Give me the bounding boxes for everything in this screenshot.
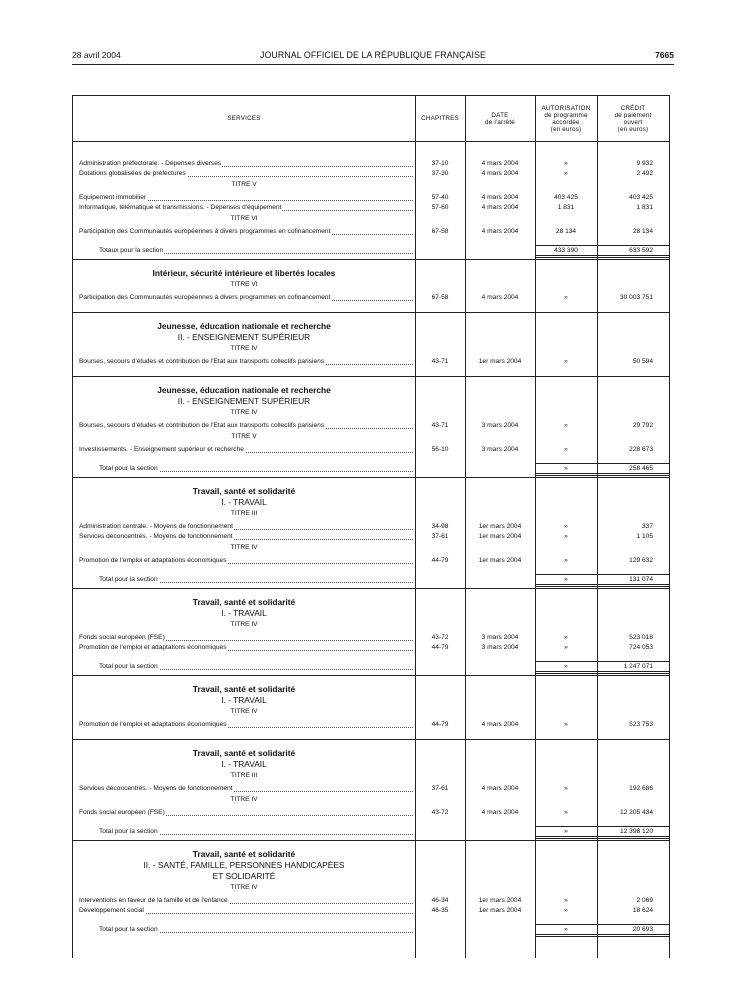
- autorisation-cell: »: [564, 446, 568, 453]
- autorisation-cell: 28 134: [555, 228, 577, 235]
- total-row: [73, 827, 669, 837]
- chapitre-cell: 57-40: [431, 194, 449, 201]
- titre-label: TITRE IV: [230, 544, 258, 551]
- credit-cell: 50 594: [632, 358, 653, 365]
- titre-label: TITRE VI: [230, 281, 258, 288]
- ministry-heading: [73, 267, 669, 279]
- heading-text: Travail, santé et solidarité: [192, 684, 296, 694]
- titre-heading: [73, 882, 669, 893]
- ministry-heading: [73, 596, 669, 608]
- autorisation-cell: »: [564, 809, 568, 816]
- chapitre-cell: 43-72: [431, 634, 449, 641]
- heading-text: Jeunesse, éducation nationale et recherche: [157, 321, 331, 331]
- table-row: [73, 227, 669, 237]
- section-subheading: [73, 497, 669, 508]
- autorisation-cell: »: [564, 170, 568, 177]
- autorisation-cell: »: [564, 557, 568, 564]
- heading-text: Travail, santé et solidarité: [192, 849, 296, 859]
- date-cell: 4 mars 2004: [481, 785, 519, 792]
- ministry-heading: [73, 848, 669, 860]
- table-row: [73, 193, 669, 203]
- date-cell: 4 mars 2004: [481, 809, 519, 816]
- date-cell: 1er mars 2004: [478, 907, 522, 914]
- credit-cell: 2 492: [636, 170, 653, 177]
- heading-text: Intérieur, sécurité intérieure et libertés locales: [152, 268, 336, 278]
- total-label: [99, 925, 413, 935]
- credit-cell: 9 932: [636, 160, 653, 167]
- titre-heading: [73, 213, 669, 224]
- chapitre-cell: 37-10: [431, 160, 449, 167]
- service-label: [79, 720, 413, 730]
- chapitre-cell: 57-60: [431, 204, 449, 211]
- titre-heading: [73, 279, 669, 290]
- service-label: [79, 193, 413, 203]
- service-label: [79, 643, 413, 653]
- date-cell: 4 mars 2004: [481, 160, 519, 167]
- heading-text: Travail, santé et solidarité: [192, 748, 296, 758]
- chapitre-cell: 67-58: [431, 228, 449, 235]
- chapitre-cell: 44-79: [431, 721, 449, 728]
- service-text: Services déconcentrés. - Moyens de fonctionnement: [79, 533, 233, 540]
- service-text: Interventions en faveur de la famille et de l'enfance: [79, 897, 228, 904]
- heading-text: II. - SANTÉ, FAMILLE, PERSONNES HANDICAPÉES: [143, 860, 345, 870]
- date-cell: 1er mars 2004: [478, 897, 522, 904]
- table-row: [73, 633, 669, 643]
- issue-date: 28 avril 2004: [72, 50, 121, 60]
- total-autorisation: 433 390: [554, 247, 578, 254]
- credit-cell: 192 686: [629, 785, 653, 792]
- service-text: Promotion de l'emploi et adaptations économiques: [79, 721, 227, 728]
- service-text: Participation des Communautés européennes à divers programmes en cofinancement: [79, 294, 331, 301]
- service-text: Bourses, secours d'études et contribution de l'Etat aux transports collectifs parisiens: [79, 422, 325, 429]
- section-subheading: [73, 759, 669, 770]
- total-credit: 1 247 071: [623, 663, 653, 670]
- heading-text: Travail, santé et solidarité: [192, 597, 296, 607]
- table-row: [73, 532, 669, 542]
- table-row: [73, 421, 669, 431]
- titre-heading: [73, 508, 669, 519]
- credit-cell: 1 831: [636, 204, 653, 211]
- credit-cell: 337: [641, 523, 653, 530]
- date-cell: 3 mars 2004: [481, 644, 519, 651]
- autorisation-cell: »: [564, 897, 568, 904]
- credit-cell: 2 069: [636, 897, 653, 904]
- heading-text: II. - ENSEIGNEMENT SUPÉRIEUR: [177, 396, 311, 406]
- table-row: [73, 357, 669, 367]
- date-cell: 3 mars 2004: [481, 422, 519, 429]
- service-text: Participation des Communautés européennes à divers programmes en cofinancement: [79, 228, 331, 235]
- date-cell: 3 mars 2004: [481, 446, 519, 453]
- titre-heading: [73, 407, 669, 418]
- autorisation-cell: »: [564, 523, 568, 530]
- table-header: [73, 96, 669, 142]
- autorisation-cell: 1 831: [557, 204, 575, 211]
- titre-label: TITRE IV: [230, 796, 258, 803]
- chapitre-cell: 67-58: [431, 294, 449, 301]
- autorisation-cell: »: [564, 160, 568, 167]
- service-label: [79, 808, 413, 818]
- heading-text: I. - TRAVAIL: [221, 695, 267, 705]
- chapitre-cell: 43-72: [431, 809, 449, 816]
- table-row: [73, 203, 669, 213]
- col-chapitres: CHAPITRES: [421, 115, 459, 122]
- col-credit: CRÉDIT de paiement ouvert (en euros): [614, 104, 652, 133]
- heading-text: II. - ENSEIGNEMENT SUPÉRIEUR: [177, 332, 311, 342]
- credit-cell: 30 003 751: [619, 294, 653, 301]
- credit-cell: 18 624: [632, 907, 653, 914]
- total-autorisation: »: [564, 663, 568, 670]
- total-row: [73, 925, 669, 935]
- titre-heading: [73, 431, 669, 442]
- titre-label: TITRE IV: [230, 621, 258, 628]
- service-text: Equipement immobilier: [79, 194, 147, 201]
- total-credit: 131 074: [629, 576, 653, 583]
- heading-text: I. - TRAVAIL: [221, 497, 267, 507]
- service-label: [79, 293, 413, 303]
- header-rule: [72, 64, 674, 65]
- titre-heading: [73, 179, 669, 190]
- total-credit: 258 465: [629, 465, 653, 472]
- total-autorisation: »: [564, 465, 568, 472]
- section-subheading: [73, 332, 669, 343]
- ministry-heading: [73, 485, 669, 497]
- autorisation-cell: »: [564, 533, 568, 540]
- ministry-heading: [73, 747, 669, 759]
- chapitre-cell: 37-30: [431, 170, 449, 177]
- titre-label: TITRE V: [231, 181, 257, 188]
- chapitre-cell: 37-61: [431, 533, 449, 540]
- date-cell: 1er mars 2004: [478, 557, 522, 564]
- service-label: [79, 203, 413, 213]
- table-row: [73, 169, 669, 179]
- titre-label: TITRE IV: [230, 884, 258, 891]
- titre-label: TITRE V: [231, 433, 257, 440]
- date-cell: 4 mars 2004: [481, 294, 519, 301]
- autorisation-cell: »: [564, 785, 568, 792]
- col-autorisation: AUTORISATION de programme accordée (en euros): [541, 104, 591, 133]
- autorisation-cell: »: [564, 634, 568, 641]
- ministry-heading: [73, 384, 669, 396]
- autorisation-cell: »: [564, 358, 568, 365]
- titre-heading: [73, 542, 669, 553]
- titre-heading: [73, 706, 669, 717]
- total-text: Total pour la section: [99, 828, 158, 835]
- date-cell: 4 mars 2004: [481, 170, 519, 177]
- heading-text: ET SOLIDARITÉ: [212, 871, 276, 881]
- running-header: [72, 50, 674, 64]
- section-subheading: [73, 871, 669, 882]
- total-credit: 20 693: [632, 926, 653, 933]
- date-cell: 4 mars 2004: [481, 204, 519, 211]
- ministry-heading: [73, 320, 669, 332]
- service-text: Bourses, secours d'études et contribution de l'Etat aux transports collectifs parisiens: [79, 358, 325, 365]
- total-text: Totaux pour la section: [99, 247, 164, 254]
- autorisation-cell: »: [564, 294, 568, 301]
- total-label: [99, 464, 413, 474]
- total-label: [99, 827, 413, 837]
- date-cell: 4 mars 2004: [481, 721, 519, 728]
- chapitre-cell: 46-35: [431, 907, 449, 914]
- titre-heading: [73, 343, 669, 354]
- table-row: [73, 896, 669, 906]
- service-label: [79, 445, 413, 455]
- chapitre-cell: 43-71: [431, 358, 449, 365]
- section-subheading: [73, 695, 669, 706]
- service-text: Services déconcentrés. - Moyens de fonctionnement: [79, 785, 233, 792]
- service-text: Informatique, télématique et transmissions. - Dépenses d'équipement: [79, 204, 282, 211]
- credit-cell: 28 134: [632, 228, 653, 235]
- service-label: [79, 522, 413, 532]
- service-label: [79, 633, 413, 643]
- journal-title: JOURNAL OFFICIEL DE LA RÉPUBLIQUE FRANÇAISE: [259, 50, 487, 60]
- table-row: [73, 159, 669, 169]
- total-text: Total pour la section: [99, 576, 158, 583]
- table-row: [73, 720, 669, 730]
- service-text: Développement social: [79, 907, 144, 914]
- total-text: Total pour la section: [99, 926, 158, 933]
- date-cell: 4 mars 2004: [481, 228, 519, 235]
- col-date: DATE de l'arrêté: [484, 111, 515, 126]
- titre-heading: [73, 794, 669, 805]
- autorisation-cell: »: [564, 721, 568, 728]
- chapitre-cell: 34-98: [431, 523, 449, 530]
- service-label: [79, 896, 413, 906]
- section-subheading: [73, 396, 669, 407]
- service-text: Promotion de l'emploi et adaptations économiques: [79, 644, 227, 651]
- service-text: Promotion de l'emploi et adaptations économiques: [79, 557, 227, 564]
- heading-text: I. - TRAVAIL: [221, 759, 267, 769]
- total-credit: 633 592: [629, 247, 653, 254]
- date-cell: 3 mars 2004: [481, 634, 519, 641]
- autorisation-cell: »: [564, 907, 568, 914]
- credit-cell: 129 632: [629, 557, 653, 564]
- chapitre-cell: 37-61: [431, 785, 449, 792]
- service-label: [79, 421, 413, 431]
- titre-heading: [73, 770, 669, 781]
- autorisation-cell: 403 425: [554, 194, 578, 201]
- date-cell: 4 mars 2004: [481, 194, 519, 201]
- date-cell: 1er mars 2004: [478, 533, 522, 540]
- table-row: [73, 906, 669, 916]
- total-credit: 12 398 120: [619, 828, 653, 835]
- table-body: [73, 141, 669, 958]
- service-label: [79, 159, 413, 169]
- total-autorisation: »: [564, 926, 568, 933]
- chapitre-cell: 44-79: [431, 644, 449, 651]
- service-text: Fonds social européen (FSE): [79, 809, 165, 816]
- titre-label: TITRE VI: [230, 215, 258, 222]
- chapitre-cell: 46-34: [431, 897, 449, 904]
- credit-cell: 523 018: [629, 634, 653, 641]
- total-autorisation: »: [564, 576, 568, 583]
- total-label: [99, 662, 413, 672]
- service-text: Dotations globalisées de préfectures: [79, 170, 186, 177]
- total-text: Total pour la section: [99, 465, 158, 472]
- heading-text: Jeunesse, éducation nationale et recherche: [157, 385, 331, 395]
- titre-heading: [73, 619, 669, 630]
- service-label: [79, 556, 413, 566]
- table-row: [73, 445, 669, 455]
- section-subheading: [73, 860, 669, 871]
- total-row: [73, 464, 669, 474]
- total-row: [73, 246, 669, 256]
- table-row: [73, 293, 669, 303]
- section-subheading: [73, 608, 669, 619]
- total-text: Total pour la section: [99, 663, 158, 670]
- service-text: Administration préfectorale. - Dépenses diverses: [79, 160, 222, 167]
- total-autorisation: »: [564, 828, 568, 835]
- col-services: SERVICES: [227, 115, 261, 122]
- table-row: [73, 522, 669, 532]
- date-cell: 1er mars 2004: [478, 523, 522, 530]
- credit-cell: 228 673: [629, 446, 653, 453]
- total-label: [99, 575, 413, 585]
- credit-cell: 1 105: [636, 533, 653, 540]
- service-label: [79, 169, 413, 179]
- ministry-heading: [73, 683, 669, 695]
- table-row: [73, 784, 669, 794]
- total-label: [99, 246, 413, 256]
- heading-text: I. - TRAVAIL: [221, 608, 267, 618]
- titre-label: TITRE IV: [230, 409, 258, 416]
- titre-label: TITRE III: [230, 510, 258, 517]
- page-number: 7665: [655, 50, 674, 60]
- service-label: [79, 357, 413, 367]
- chapitre-cell: 44-79: [431, 557, 449, 564]
- service-label: [79, 906, 413, 916]
- date-cell: 1er mars 2004: [478, 358, 522, 365]
- credits-table: [72, 95, 670, 958]
- table-row: [73, 643, 669, 653]
- titre-label: TITRE III: [230, 772, 258, 779]
- chapitre-cell: 56-10: [431, 446, 449, 453]
- autorisation-cell: »: [564, 644, 568, 651]
- titre-label: TITRE IV: [230, 345, 258, 352]
- total-row: [73, 662, 669, 672]
- credit-cell: 12 205 434: [619, 809, 653, 816]
- table-row: [73, 556, 669, 566]
- autorisation-cell: »: [564, 422, 568, 429]
- service-text: Fonds social européen (FSE): [79, 634, 165, 641]
- total-row: [73, 575, 669, 585]
- service-label: [79, 784, 413, 794]
- service-text: Investissements. - Enseignement supérieur et recherche: [79, 446, 244, 453]
- service-label: [79, 532, 413, 542]
- credit-cell: 724 053: [629, 644, 653, 651]
- service-text: Administration centrale. - Moyens de fonctionnement: [79, 523, 233, 530]
- heading-text: Travail, santé et solidarité: [192, 486, 296, 496]
- titre-label: TITRE IV: [230, 708, 258, 715]
- table-row: [73, 808, 669, 818]
- chapitre-cell: 43-71: [431, 422, 449, 429]
- service-label: [79, 227, 413, 237]
- credit-cell: 403 425: [629, 194, 653, 201]
- credit-cell: 523 753: [629, 721, 653, 728]
- credit-cell: 29 792: [632, 422, 653, 429]
